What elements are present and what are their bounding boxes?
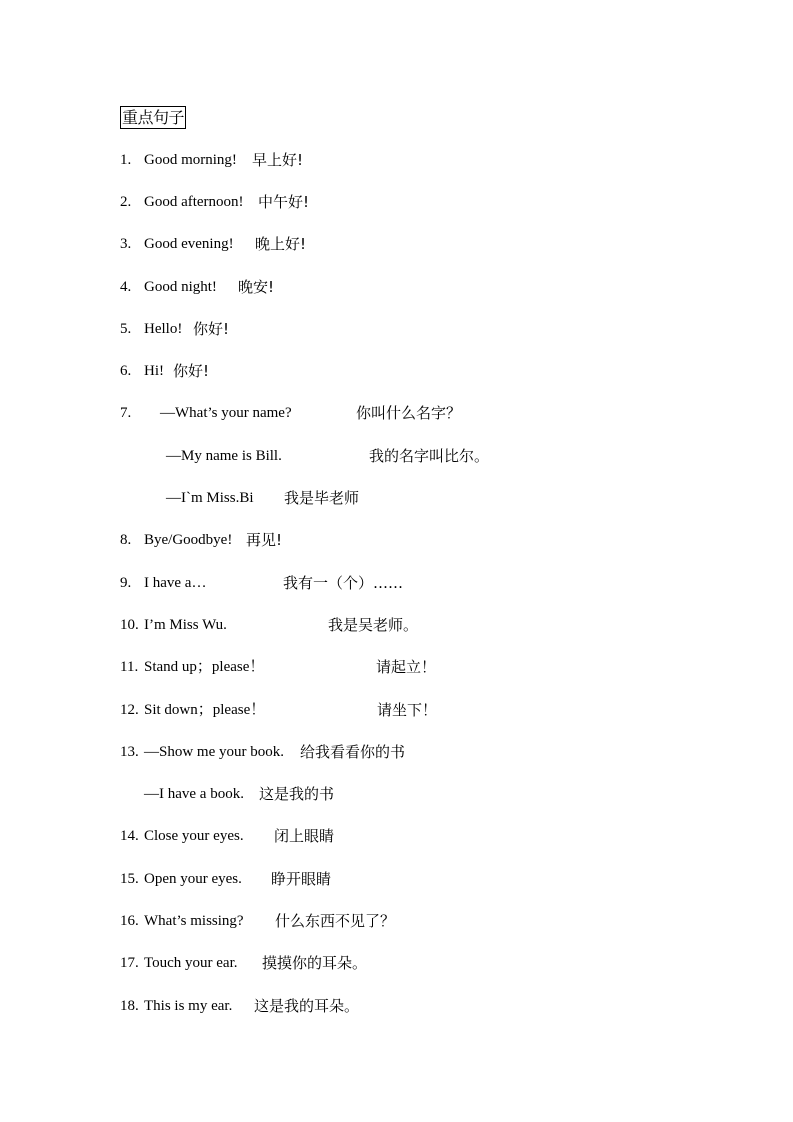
english-sentence: Good morning! xyxy=(144,152,237,168)
english-sentence: Stand up；please！ xyxy=(144,659,265,675)
english-sentence: I’m Miss Wu. xyxy=(144,617,227,633)
sentence-number: 13. xyxy=(120,744,139,760)
chinese-translation: 我的名字叫比尔。 xyxy=(369,447,490,465)
chinese-translation: 你叫什么名字？ xyxy=(356,404,462,422)
english-sentence: What’s missing? xyxy=(144,913,244,929)
sentence-number: 17. xyxy=(120,955,139,971)
english-sentence: Close your eyes. xyxy=(144,828,244,844)
sentence-number: 10. xyxy=(120,617,139,633)
english-sentence: —I`m Miss.Bi xyxy=(166,490,254,506)
chinese-translation: 晚上好! xyxy=(255,235,307,253)
chinese-translation: 请坐下！ xyxy=(377,701,438,719)
chinese-translation: 晚安! xyxy=(238,278,275,296)
sentence-number: 11. xyxy=(120,659,139,675)
sentence-number: 18. xyxy=(120,998,139,1014)
sentence-number: 5. xyxy=(120,321,132,337)
chinese-translation: 这是我的耳朵。 xyxy=(254,997,360,1015)
english-sentence: Bye/Goodbye! xyxy=(144,532,233,548)
english-sentence: Open your eyes. xyxy=(144,871,242,887)
chinese-translation: 什么东西不见了？ xyxy=(275,912,396,930)
english-sentence: Sit down；please！ xyxy=(144,702,266,718)
english-sentence: Good afternoon! xyxy=(144,194,244,210)
sentence-number: 6. xyxy=(120,363,132,379)
sentence-number: 4. xyxy=(120,279,132,295)
sentence-number: 7. xyxy=(120,405,132,421)
english-sentence: This is my ear. xyxy=(144,998,233,1014)
chinese-translation: 再见! xyxy=(246,531,283,549)
chinese-translation: 睁开眼睛 xyxy=(271,870,332,888)
english-sentence: Touch your ear. xyxy=(144,955,238,971)
chinese-translation: 早上好! xyxy=(252,151,304,169)
section-heading: 重点句子 xyxy=(122,108,185,127)
chinese-translation: 闭上眼睛 xyxy=(274,827,335,845)
sentence-number: 14. xyxy=(120,828,139,844)
sentence-number: 8. xyxy=(120,532,132,548)
chinese-translation: 这是我的书 xyxy=(259,785,335,803)
chinese-translation: 给我看看你的书 xyxy=(300,743,406,761)
english-sentence: —I have a book. xyxy=(144,786,244,802)
english-sentence: Hi! xyxy=(144,363,164,379)
english-sentence: Good night! xyxy=(144,279,217,295)
english-sentence: —Show me your book. xyxy=(144,744,284,760)
chinese-translation: 我是毕老师 xyxy=(284,489,360,507)
english-sentence: I have a… xyxy=(144,575,207,591)
chinese-translation: 你好! xyxy=(173,362,210,380)
english-sentence: —My name is Bill. xyxy=(166,448,282,464)
english-sentence: —What’s your name? xyxy=(160,405,292,421)
sentence-number: 9. xyxy=(120,575,132,591)
sentence-number: 1. xyxy=(120,152,132,168)
sentence-number: 15. xyxy=(120,871,139,887)
english-sentence: Good evening! xyxy=(144,236,234,252)
sentence-number: 16. xyxy=(120,913,139,929)
chinese-translation: 我有一（个）…… xyxy=(283,574,404,592)
sentence-number: 2. xyxy=(120,194,132,210)
sentence-number: 3. xyxy=(120,236,132,252)
english-sentence: Hello! xyxy=(144,321,183,337)
chinese-translation: 你好! xyxy=(193,320,230,338)
chinese-translation: 我是吴老师。 xyxy=(328,616,419,634)
chinese-translation: 请起立！ xyxy=(376,658,437,676)
sentence-number: 12. xyxy=(120,702,139,718)
chinese-translation: 摸摸你的耳朵。 xyxy=(262,954,368,972)
chinese-translation: 中午好! xyxy=(258,193,310,211)
